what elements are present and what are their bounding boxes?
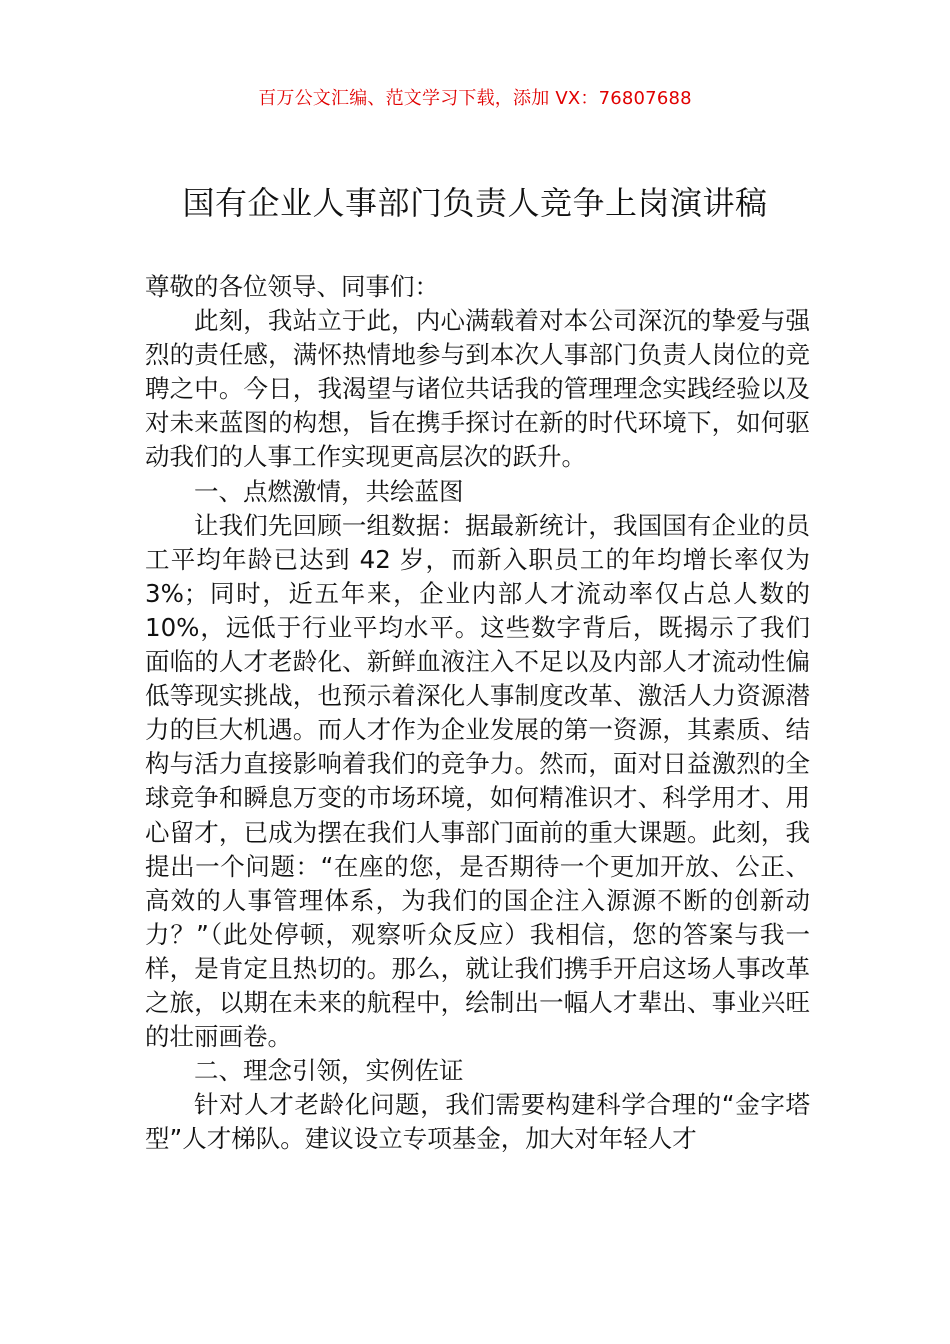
document-body xyxy=(145,270,810,1156)
document-title: 国有企业人事部门负责人竞争上岗演讲稿 xyxy=(182,184,768,222)
paragraph-section-1: 让我们先回顾一组数据：据最新统计，我国国有企业的员工平均年龄已达到 42 岁，而新入职员工的年均增长率仅为 3%；同时，近五年来，企业内部人才流动率仅占总人数的 10%，远低于行业平均水平。这些数字背后，既揭示了我们面临的人才老龄化、新鲜血液注入不足以及内部人才流动性偏低等现实挑战，也预示着深化人事制度改革、激活人力资源潜力的巨大机遇。而人才作为企业发展的第一资源，其素质、结构与活力直接影响着我们的竞争力。然而，面对日益激烈的全球竞争和瞬息万变的市场环境，如何精准识才、科学用才、用心留才，已成为摆在我们人事部门面前的重大课题。此刻，我提出一个问题：“在座的您，是否期待一个更加开放、公正、高效的人事管理体系，为我们的国企注入源源不断的创新动力？”（此处停顿，观察听众反应）我相信，您的答案与我一样，是肯定且热切的。那么，就让我们携手开启这场人事改革之旅，以期在未来的航程中，绘制出一幅人才辈出、事业兴旺的壮丽画卷。 xyxy=(145,510,810,1052)
section-heading-1: 一、点燃激情，共绘蓝图 xyxy=(194,476,464,506)
header-note: 百万公文汇编、范文学习下载，添加 VX：76807688 xyxy=(258,88,692,109)
paragraph-section-2: 针对人才老龄化问题，我们需要构建科学合理的“金字塔型”人才梯队。建议设立专项基金，加大对年轻人才 xyxy=(145,1090,810,1154)
paragraph-intro: 此刻，我站立于此，内心满载着对本公司深沉的挚爱与强烈的责任感，满怀热情地参与到本次人事部门负责人岗位的竞聘之中。今日，我渴望与诸位共话我的管理理念实践经验以及对未来蓝图的构想，旨在携手探讨在新的时代环境下，如何驱动我们的人事工作实现更高层次的跃升。 xyxy=(145,306,810,472)
section-heading-2: 二、理念引领，实例佐证 xyxy=(194,1056,464,1086)
salutation: 尊敬的各位领导、同事们： xyxy=(145,272,439,301)
